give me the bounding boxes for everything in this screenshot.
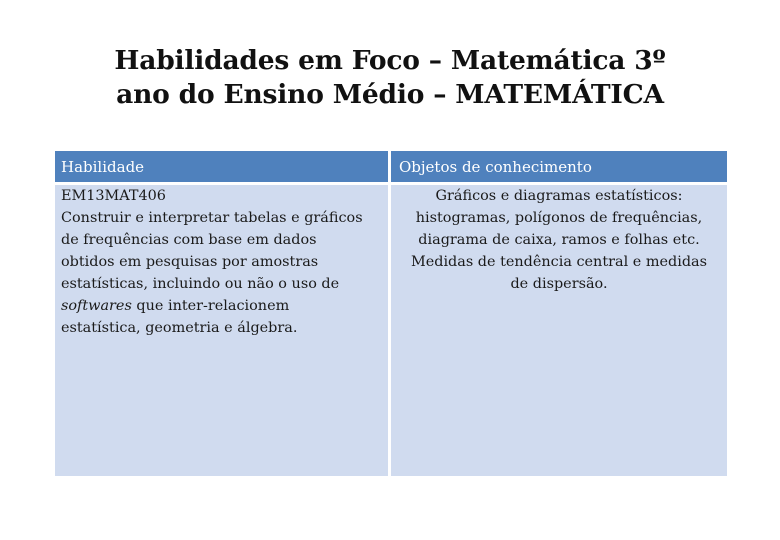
header-objetos: Objetos de conhecimento (391, 151, 727, 182)
habilidade-text-line: estatísticas, incluindo ou não o uso de (61, 276, 340, 292)
habilidade-text-line: de frequências com base em dados (61, 232, 317, 248)
habilidade-cell (55, 182, 388, 476)
slide-title (30, 44, 750, 112)
objetos-text-line: Medidas de tendência central e medidas (410, 254, 707, 270)
column-divider (388, 151, 391, 476)
objetos-text-line: Gráficos e diagramas estatísticos: (435, 188, 683, 204)
slide-title-line-1: Habilidades em Foco – Matemática 3º (114, 45, 666, 76)
habilidade-code: EM13MAT406 (61, 188, 166, 204)
table-row (55, 182, 727, 476)
objetos-cell (391, 182, 727, 476)
habilidade-text-line: Construir e interpretar tabelas e gráficos (61, 210, 363, 226)
header-habilidade: Habilidade (55, 151, 388, 182)
row-divider (55, 182, 727, 185)
softwares-italic: softwares (61, 298, 132, 314)
skills-table (55, 151, 727, 476)
habilidade-text-line: estatística, geometria e álgebra. (61, 320, 298, 336)
table-header-row (55, 151, 727, 182)
habilidade-text-line (61, 295, 382, 317)
objetos-text-line: de dispersão. (510, 276, 608, 292)
habilidade-text-line: obtidos em pesquisas por amostras (61, 254, 319, 270)
objetos-text-line: histogramas, polígonos de frequências, (415, 210, 703, 226)
slide-title-line-2: ano do Ensino Médio – MATEMÁTICA (116, 79, 664, 110)
objetos-text-line: diagrama de caixa, ramos e folhas etc. (418, 232, 700, 248)
softwares-rest: que inter-relacionem (131, 298, 290, 314)
